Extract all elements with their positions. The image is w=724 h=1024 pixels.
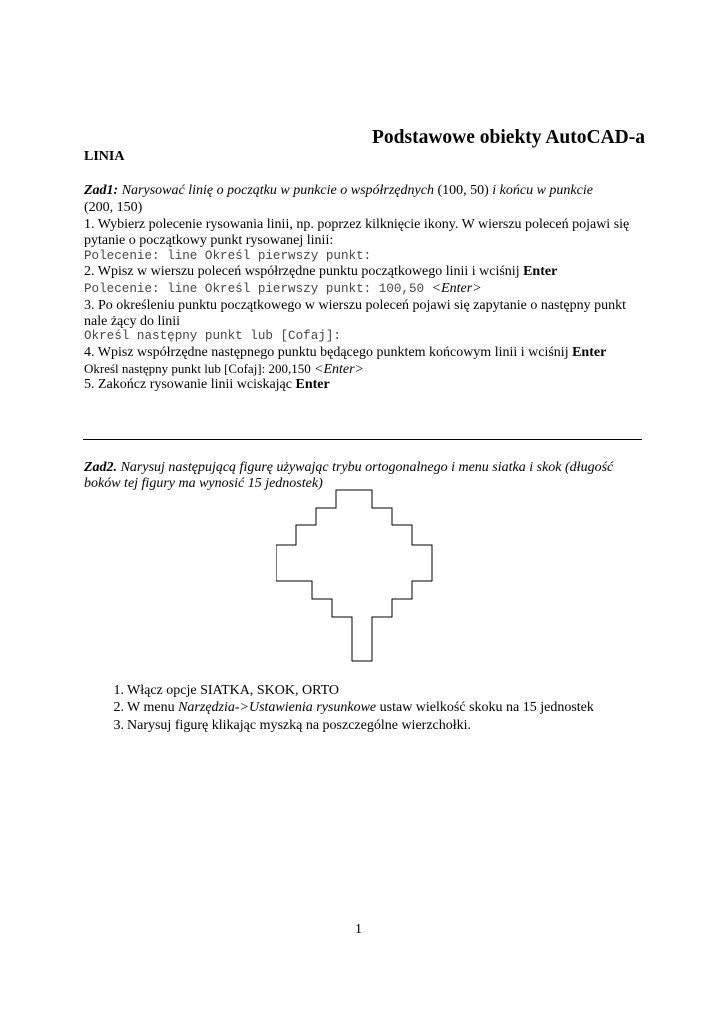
stepped-diamond-figure xyxy=(276,489,433,662)
zad2-desc-line1 xyxy=(84,459,613,476)
list-number: 3. xyxy=(113,718,124,733)
zad2-desc-line2: boków tej figury ma wynosić 15 jednostek) xyxy=(84,476,323,491)
command-line-1: Polecenie: line Określ pierwszy punkt: xyxy=(84,249,372,263)
section-heading: LINIA xyxy=(84,149,125,164)
step3-line1: 3. Po określeniu punktu początkowego w wierszu poleceń pojawi się zapytanie o następny punkt xyxy=(84,298,626,313)
command-line-3: Określ następny punkt lub [Cofaj]: xyxy=(84,329,341,343)
zad1-task-text-b: i końcu w punkcie xyxy=(488,183,593,198)
step4-key: Enter xyxy=(572,345,607,360)
stepped-diamond-outline xyxy=(276,490,432,661)
zad1-label: Zad1: xyxy=(84,183,119,198)
step5-key: Enter xyxy=(295,377,330,392)
page-number: 1 xyxy=(355,922,362,937)
list-text-post: ustaw wielkość skoku na 15 jednostek xyxy=(376,700,594,715)
step5-text: 5. Zakończ rysowanie linii wciskając xyxy=(84,377,296,392)
page-title: Podstawowe obiekty AutoCAD-a xyxy=(372,127,645,148)
section-divider xyxy=(83,439,642,440)
zad2-desc-text1: Narysuj następującą figurę używając trybu ortogonalnego i menu siatka i skok (długość xyxy=(117,460,614,475)
command-line-2 xyxy=(84,280,482,298)
zad2-step-3 xyxy=(84,717,471,734)
step2-text: 2. Wpisz w wierszu poleceń współrzędne punktu początkowego linii i wciśnij xyxy=(84,264,524,279)
zad1-point-a: (100, 50) xyxy=(437,183,489,198)
command-line-4-text: Określ następny punkt lub [Cofaj]: 200,150 xyxy=(84,361,314,376)
list-number: 2. xyxy=(113,700,124,715)
zad2-step-1 xyxy=(84,682,339,699)
command-line-2-text: Polecenie: line Określ pierwszy punkt: 100,50 xyxy=(84,282,432,296)
list-number: 1. xyxy=(113,683,124,698)
step4-line xyxy=(84,344,606,361)
list-text: Narysuj figurę klikając myszką na poszczególne wierzchołki. xyxy=(127,718,472,733)
menu-path: Narzędzia->Ustawienia rysunkowe xyxy=(178,700,377,715)
zad2-step-2 xyxy=(84,699,594,716)
zad1-task-text-a: Narysować linię o początku w punkcie o współrzędnych xyxy=(118,183,438,198)
step5-line xyxy=(84,376,330,393)
step1-line1: 1. Wybierz polecenie rysowania linii, np. poprzez kilknięcie ikony. W wierszu poleceń pojawi się xyxy=(84,217,630,232)
zad1-task-line xyxy=(84,182,593,199)
list-text: Włącz opcje SIATKA, SKOK, ORTO xyxy=(127,683,339,698)
command-line-2-key: <Enter> xyxy=(431,281,482,296)
step3-line2: nale żący do linii xyxy=(84,314,181,329)
zad1-point-b: (200, 150) xyxy=(84,200,143,215)
step2-key: Enter xyxy=(523,264,558,279)
step4-text: 4. Wpisz współrzędne następnego punktu będącego punktem końcowym linii i wciśnij xyxy=(84,345,573,360)
list-text-pre: W menu xyxy=(127,700,179,715)
step1-line2: pytanie o początkowy punkt rysowanej linii: xyxy=(84,233,334,248)
step2-line xyxy=(84,263,557,280)
command-line-4-key: <Enter> xyxy=(314,362,364,377)
zad2-label: Zad2. xyxy=(84,460,118,475)
